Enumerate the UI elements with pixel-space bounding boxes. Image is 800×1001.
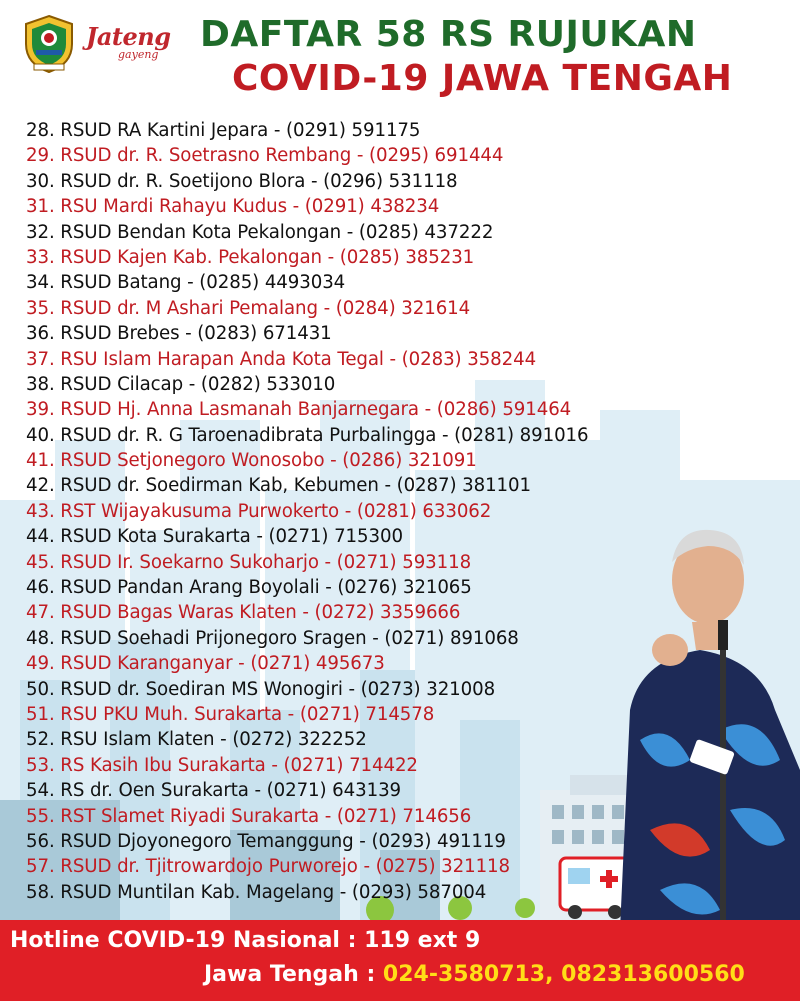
regional-hotline [204, 962, 745, 987]
national-hotline-text: Hotline COVID-19 Nasional : 119 ext 9 [10, 928, 481, 953]
list-item: 55. RST Slamet Riyadi Surakarta - (0271) 714656 [26, 805, 472, 827]
speaker-photo [600, 510, 800, 930]
title-line-2: COVID-19 JAWA TENGAH [232, 58, 733, 99]
list-item: 45. RSUD Ir. Soekarno Sukoharjo - (0271) 593118 [26, 551, 472, 573]
list-item: 29. RSUD dr. R. Soetrasno Rembang - (0295) 691444 [26, 145, 504, 167]
hotline-footer [0, 920, 800, 1001]
jateng-gayeng-logo [86, 22, 176, 66]
regional-hotline-numbers: 024-3580713, 082313600560 [382, 962, 745, 987]
list-item: 28. RSUD RA Kartini Jepara - (0291) 591175 [26, 120, 421, 141]
list-item: 41. RSUD Setjonegoro Wonosobo - (0286) 321091 [26, 450, 477, 472]
list-item: 31. RSU Mardi Rahayu Kudus - (0291) 438234 [26, 196, 440, 218]
list-item: 52. RSU Islam Klaten - (0272) 322252 [26, 729, 367, 751]
list-item: 58. RSUD Muntilan Kab. Magelang - (0293) 587004 [26, 881, 487, 903]
list-item: 37. RSU Islam Harapan Anda Kota Tegal - (0283) 358244 [26, 348, 537, 370]
list-item: 36. RSUD Brebes - (0283) 671431 [26, 323, 332, 345]
list-item: 43. RST Wijayakusuma Purwokerto - (0281) 633062 [26, 500, 492, 522]
list-item: 39. RSUD Hj. Anna Lasmanah Banjarnegara - (0286) 591464 [26, 399, 572, 421]
list-item: 38. RSUD Cilacap - (0282) 533010 [26, 373, 336, 395]
list-item: 35. RSUD dr. M Ashari Pemalang - (0284) 321614 [26, 297, 471, 319]
list-item: 30. RSUD dr. R. Soetijono Blora - (0296) 531118 [26, 170, 458, 192]
list-item: 32. RSUD Bendan Kota Pekalongan - (0285) 437222 [26, 221, 494, 243]
list-item: 51. RSU PKU Muh. Surakarta - (0271) 714578 [26, 703, 435, 725]
brand-sub-text: gayeng [118, 48, 159, 61]
title-line-1: DAFTAR 58 RS RUJUKAN [200, 14, 697, 55]
regional-hotline-label: Jawa Tengah : [204, 962, 383, 987]
list-item: 47. RSUD Bagas Waras Klaten - (0272) 3359666 [26, 602, 461, 624]
list-item: 33. RSUD Kajen Kab. Pekalongan - (0285) 385231 [26, 246, 475, 268]
list-item: 57. RSUD dr. Tjitrowardojo Purworejo - (0275) 321118 [26, 856, 510, 878]
list-item: 53. RS Kasih Ibu Surakarta - (0271) 714422 [26, 754, 418, 776]
list-item: 49. RSUD Karanganyar - (0271) 495673 [26, 653, 385, 675]
list-item: 44. RSUD Kota Surakarta - (0271) 715300 [26, 526, 403, 548]
list-item: 46. RSUD Pandan Arang Boyolali - (0276) 321065 [26, 577, 472, 599]
jateng-emblem-icon [22, 14, 76, 74]
header [0, 0, 800, 110]
brand-main-text: Jateng [86, 22, 171, 51]
list-item: 50. RSUD dr. Soediran MS Wonogiri - (0273) 321008 [26, 678, 496, 700]
list-item: 56. RSUD Djoyonegoro Temanggung - (0293) 491119 [26, 830, 506, 852]
list-item: 48. RSUD Soehadi Prijonegoro Sragen - (0271) 891068 [26, 627, 519, 649]
list-item: 40. RSUD dr. R. G Taroenadibrata Purbalingga - (0281) 891016 [26, 424, 589, 446]
list-item: 34. RSUD Batang - (0285) 4493034 [26, 272, 346, 294]
list-item: 54. RS dr. Oen Surakarta - (0271) 643139 [26, 780, 402, 802]
list-item: 42. RSUD dr. Soedirman Kab, Kebumen - (0287) 381101 [26, 475, 531, 497]
